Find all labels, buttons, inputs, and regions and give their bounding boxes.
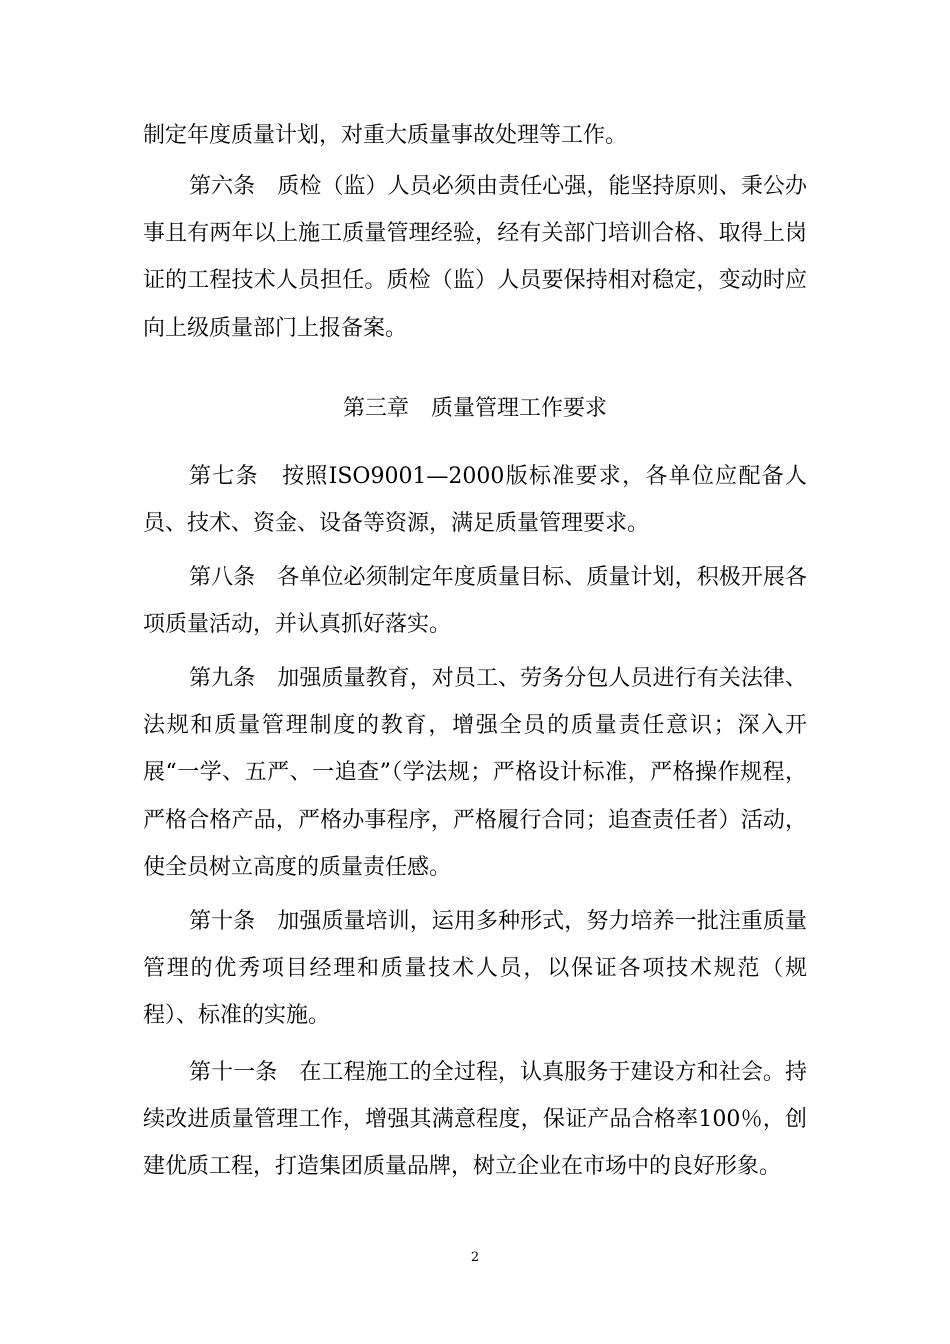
article-11: 第十一条 在工程施工的全过程，认真服务于建设方和社会。持续改进质量管理工作，增强其满意程度，保证产品合格率100％，创建优质工程，打造集团质量品牌，树立企业在市场中的良好形象。 [143,1060,807,1180]
article-7: 第七条 按照ISO9001—2000版标准要求，各单位应配备人员、技术、资金、设备等资源，满足质量管理要求。 [143,464,807,537]
paragraph-continuation: 制定年度质量计划，对重大质量事故处理等工作。 [143,123,628,148]
article-8: 第八条 各单位必须制定年度质量目标、质量计划，积极开展各项质量活动，并认真抓好落实。 [143,565,807,638]
chapter-heading: 第三章 质量管理工作要求 [342,396,607,421]
page-number: 2 [470,1250,480,1265]
article-10: 第十条 加强质量培训，运用多种形式，努力培养一批注重质量管理的优秀项目经理和质量技术人员，以保证各项技术规范（规程）、标准的实施。 [143,909,807,1029]
article-9: 第九条 加强质量教育，对员工、劳务分包人员进行有关法律、法规和质量管理制度的教育，增强全员的质量责任意识；深入开展“一学、五严、一追查”（学法规；严格设计标准，严格操作规程，严格合格产品，严格办事程序，严格履行合同；追查责任者）活动，使全员树立高度的质量责任感。 [143,666,807,880]
article-6: 第六条 质检（监）人员必须由责任心强，能坚持原则、秉公办事且有两年以上施工质量管理经验，经有关部门培训合格、取得上岗证的工程技术人员担任。质检（监）人员要保持相对稳定，变动时应向上级质量部门上报备案。 [143,174,807,341]
